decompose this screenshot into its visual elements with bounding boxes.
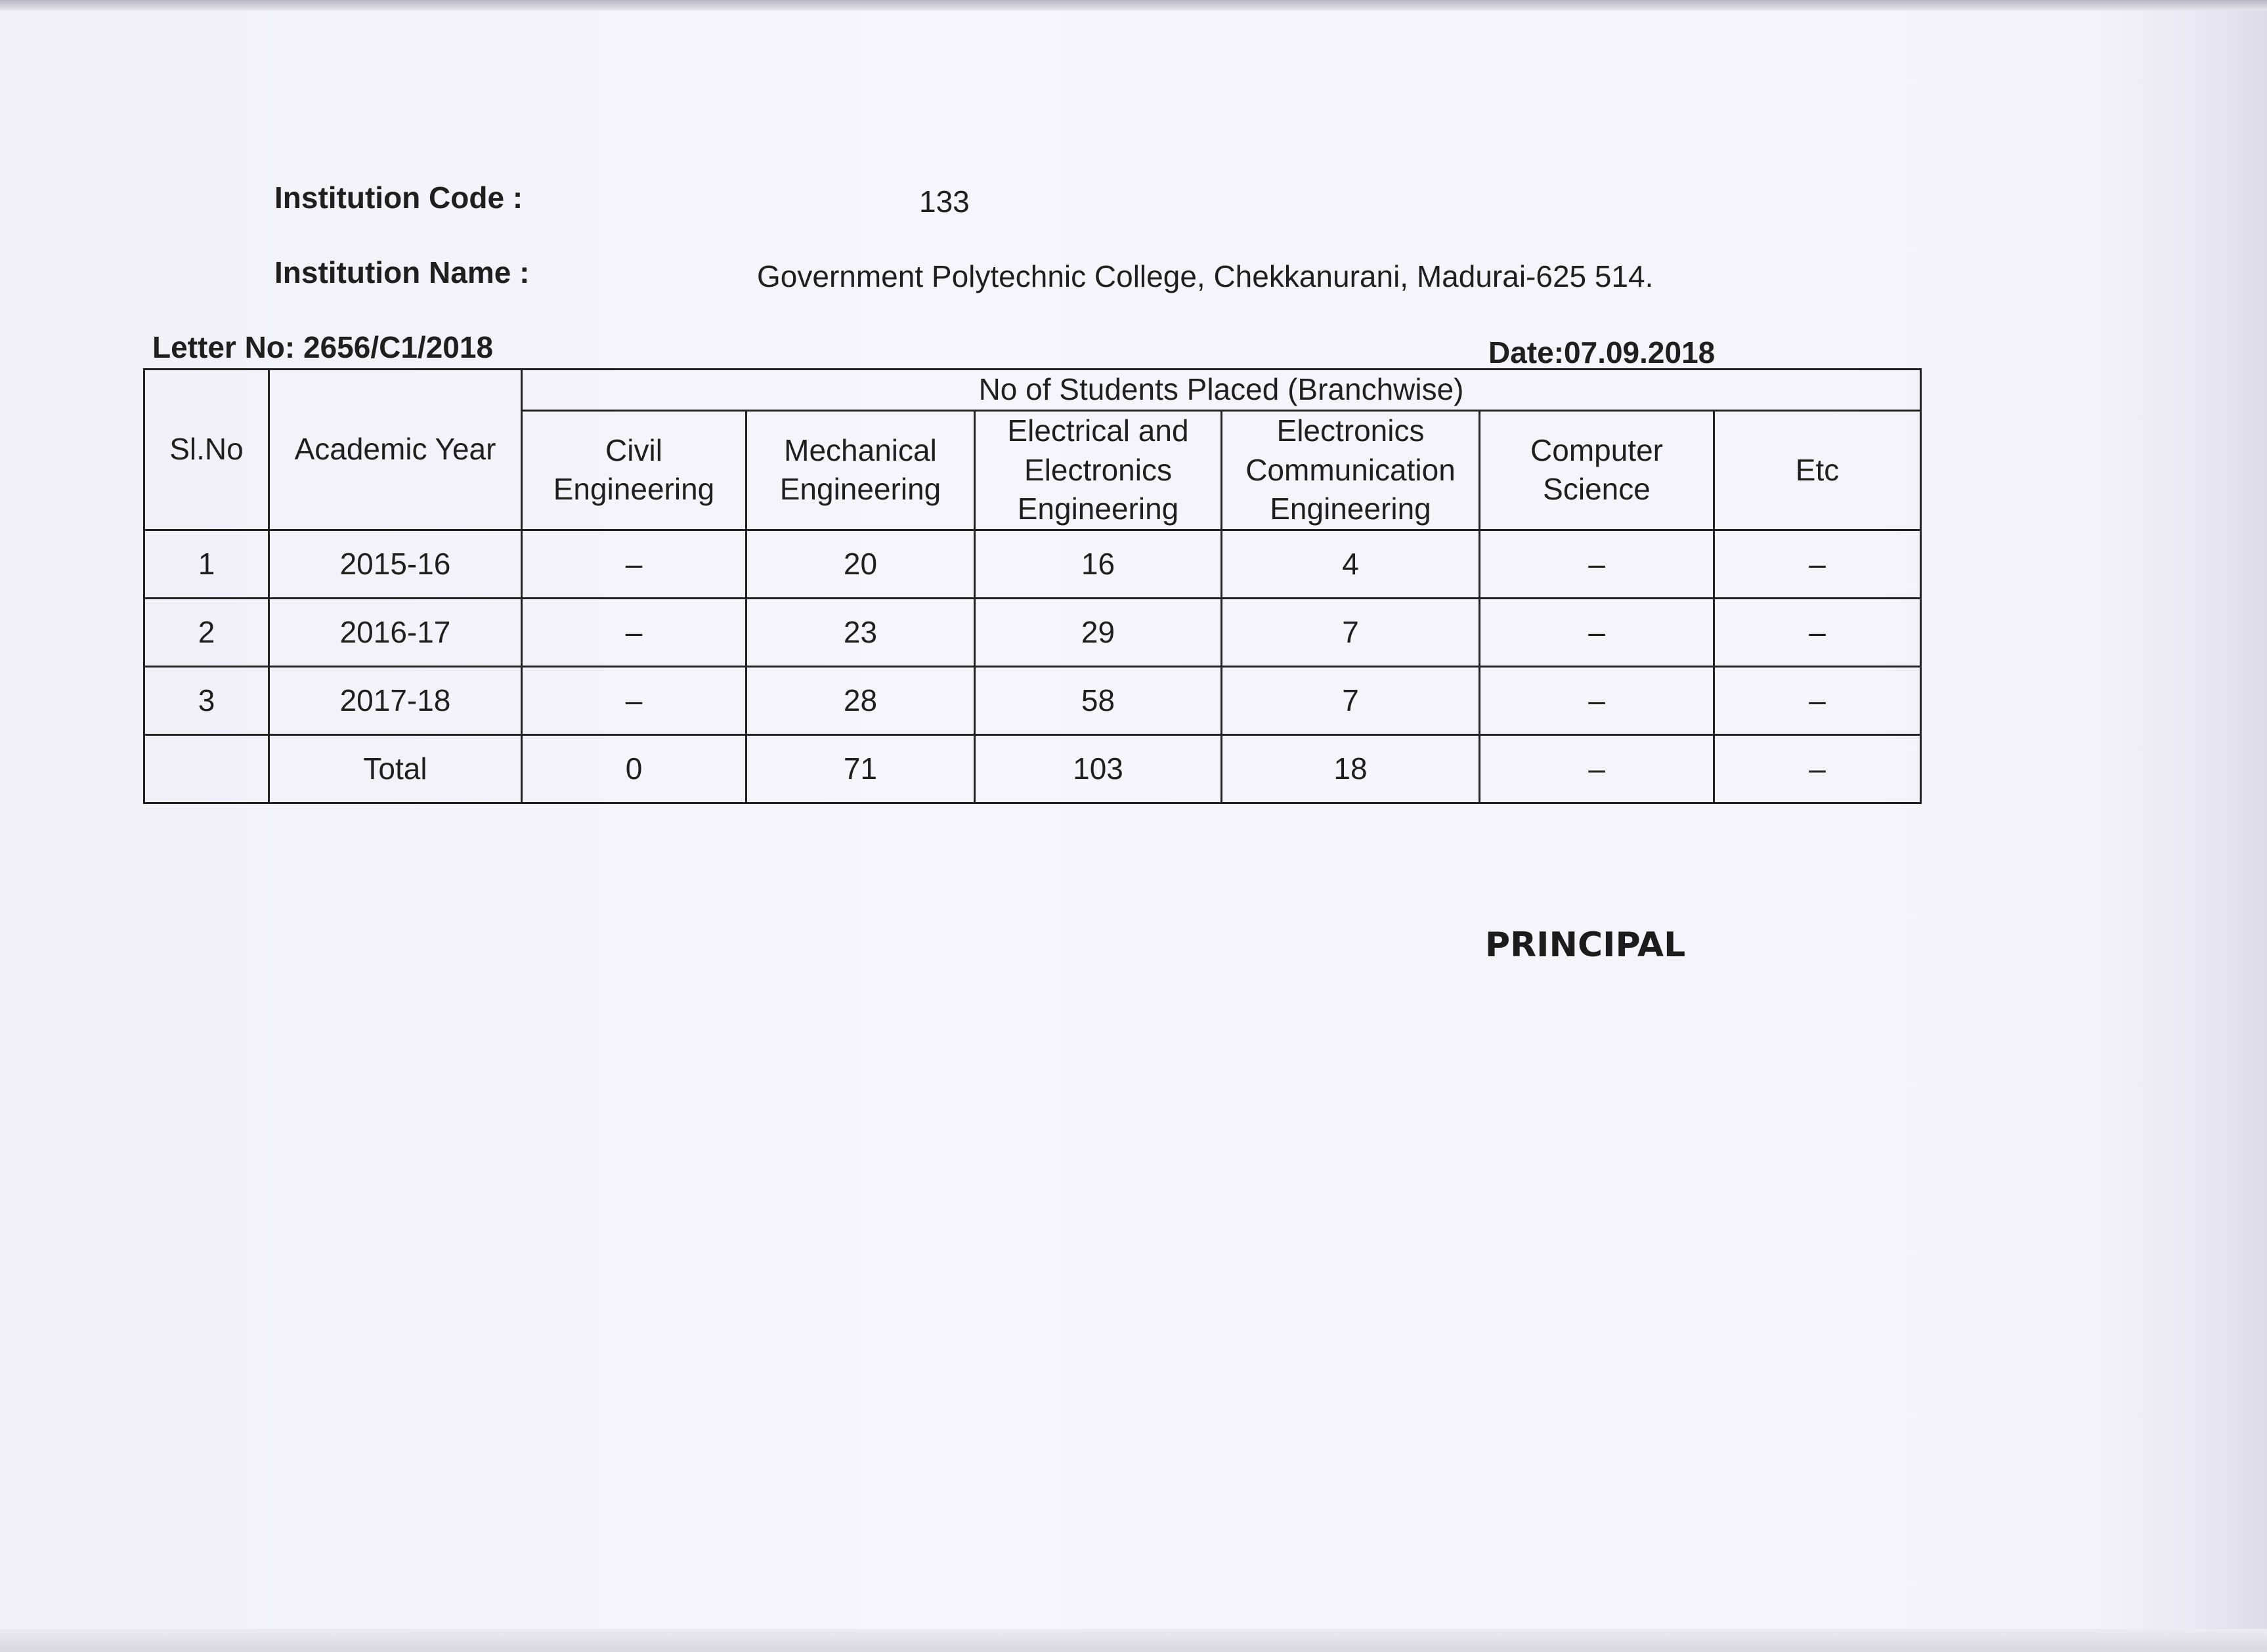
cell-etc: – [1714, 667, 1921, 735]
cell-total-ece: 18 [1222, 735, 1480, 803]
cell-ece: 7 [1222, 667, 1480, 735]
header-computer-science: Computer Science [1480, 410, 1714, 530]
scan-top-edge [0, 0, 2267, 11]
cell-sl-no: 2 [144, 599, 269, 667]
cell-civil: – [522, 599, 746, 667]
header-civil: Civil Engineering [522, 410, 746, 530]
header-sl-no: Sl.No [144, 370, 269, 530]
header-academic-year: Academic Year [269, 370, 522, 530]
cell-total-label: Total [269, 735, 522, 803]
cell-total-mechanical: 71 [746, 735, 975, 803]
header-students-placed: No of Students Placed (Branchwise) [522, 370, 1921, 411]
cell-year: 2016-17 [269, 599, 522, 667]
principal-signature-label: PRINCIPAL [1485, 925, 1686, 965]
table-row [144, 667, 1921, 735]
table-total-row [144, 735, 1921, 803]
cell-eee: 16 [975, 530, 1222, 599]
cell-total-eee: 103 [975, 735, 1222, 803]
cell-computer-science: – [1480, 667, 1714, 735]
cell-year: 2015-16 [269, 530, 522, 599]
cell-total-civil: 0 [522, 735, 746, 803]
header-eee: Electrical and Electronics Engineering [975, 410, 1222, 530]
institution-code-value: 133 [919, 184, 970, 219]
cell-mechanical: 20 [746, 530, 975, 599]
cell-total-etc: – [1714, 735, 1921, 803]
cell-sl-no: 1 [144, 530, 269, 599]
cell-sl-no: 3 [144, 667, 269, 735]
cell-year: 2017-18 [269, 667, 522, 735]
cell-mechanical: 28 [746, 667, 975, 735]
institution-name-value: Government Polytechnic College, Chekkanurani, Madurai-625 514. [757, 259, 1654, 293]
header-mechanical: Mechanical Engineering [746, 410, 975, 530]
cell-etc: – [1714, 599, 1921, 667]
header-etc: Etc [1714, 410, 1921, 530]
cell-etc: – [1714, 530, 1921, 599]
table-header-row [144, 370, 1921, 411]
cell-civil: – [522, 667, 746, 735]
cell-total-computer-science: – [1480, 735, 1714, 803]
institution-name-label: Institution Name : [274, 255, 530, 289]
table-row [144, 599, 1921, 667]
cell-computer-science: – [1480, 599, 1714, 667]
scan-bottom-edge [0, 1629, 2267, 1652]
placement-table [143, 368, 1922, 804]
letter-date: Date:07.09.2018 [1488, 335, 1716, 370]
header-ece: Electronics Communication Engineering [1222, 410, 1480, 530]
table-row [144, 530, 1921, 599]
cell-sl-no-empty [144, 735, 269, 803]
cell-ece: 4 [1222, 530, 1480, 599]
cell-civil: – [522, 530, 746, 599]
institution-code-label: Institution Code : [274, 180, 523, 215]
letter-number: Letter No: 2656/C1/2018 [152, 330, 494, 364]
cell-computer-science: – [1480, 530, 1714, 599]
cell-ece: 7 [1222, 599, 1480, 667]
cell-mechanical: 23 [746, 599, 975, 667]
cell-eee: 58 [975, 667, 1222, 735]
cell-eee: 29 [975, 599, 1222, 667]
